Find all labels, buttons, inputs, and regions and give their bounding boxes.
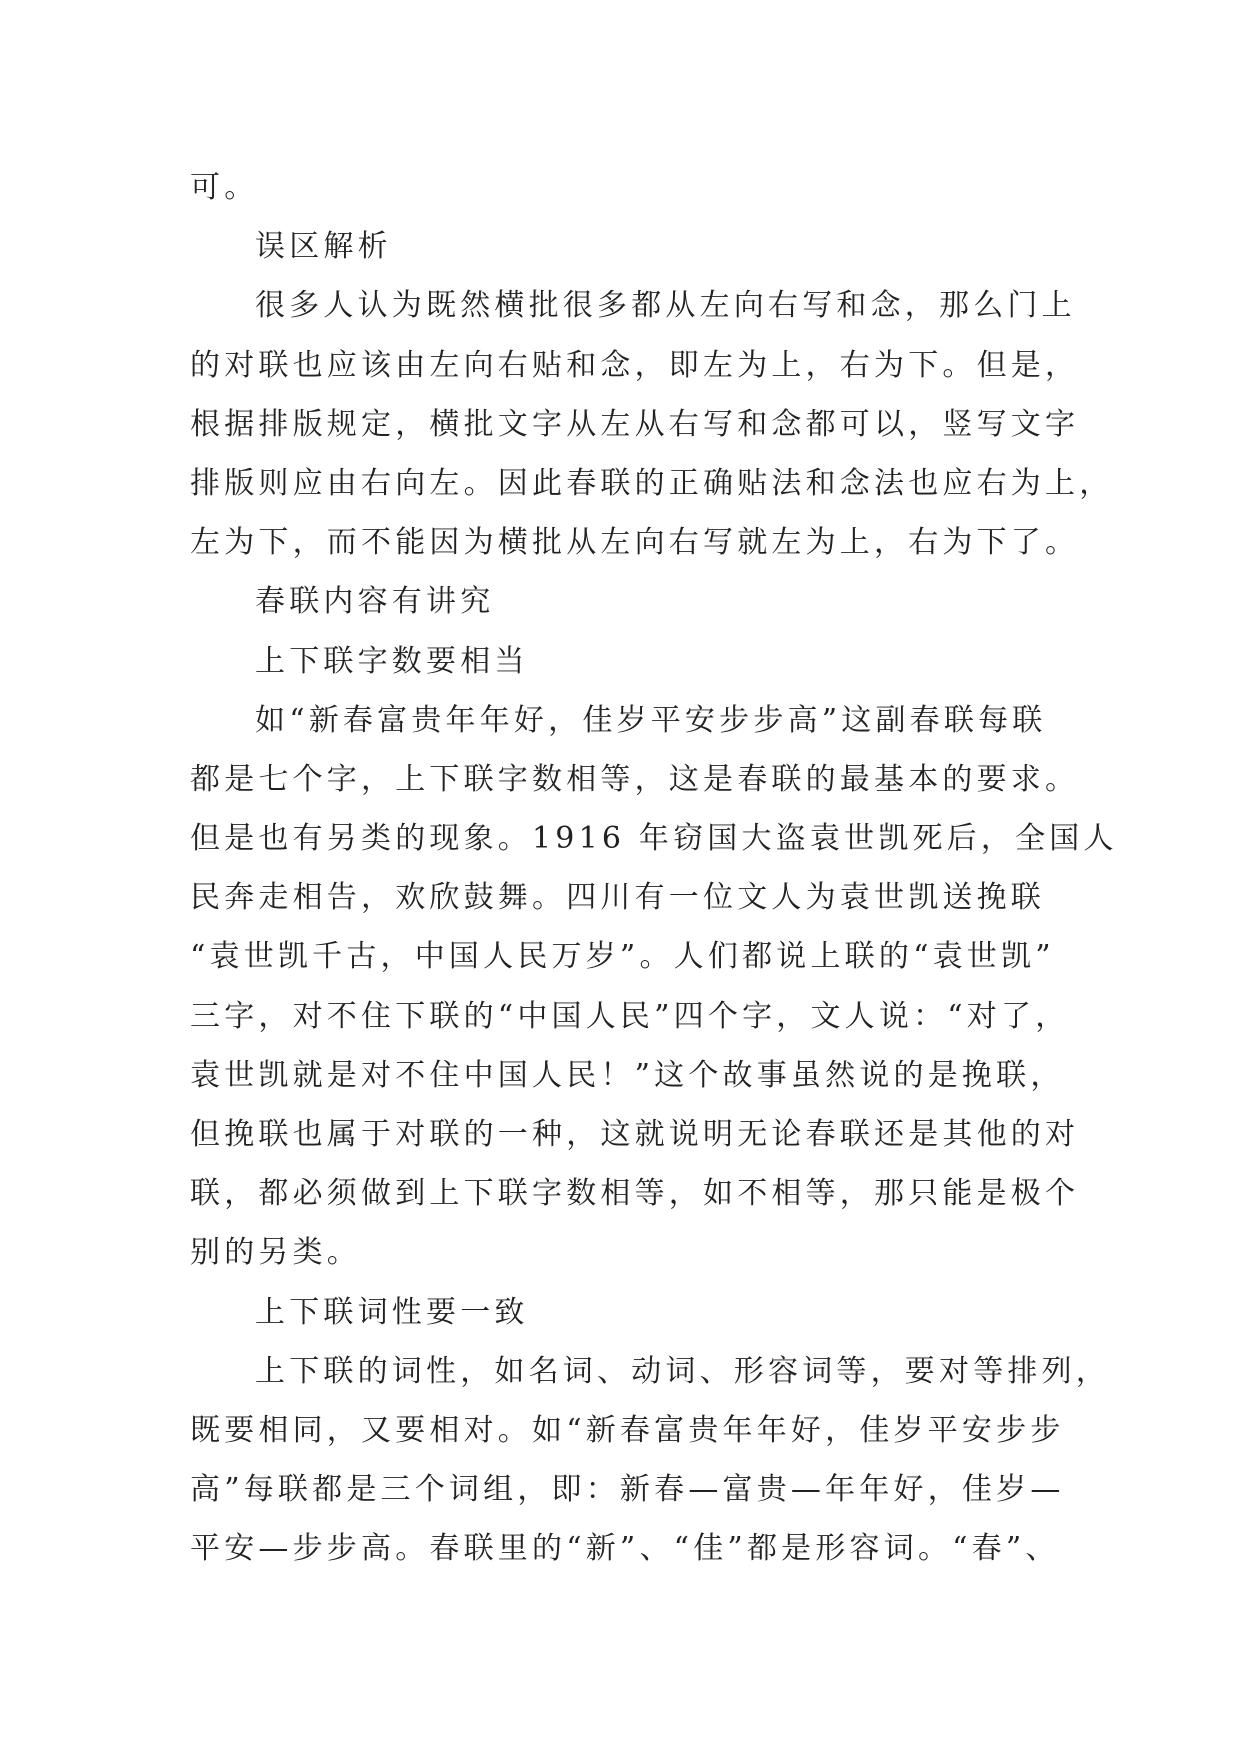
text-line: 别的另类。 xyxy=(190,1235,361,1271)
text-line: 排版则应由右向左。因此春联的正确贴法和念法也应右为上， xyxy=(190,465,1114,501)
text-line: 的对联也应该由左向右贴和念，即左为上，右为下。但是， xyxy=(190,347,1080,383)
subsection-heading: 上下联字数要相当 xyxy=(255,643,529,679)
text-line: “袁世凯千古，中国人民万岁”。人们都说上联的“袁世凯” xyxy=(190,939,1055,975)
text-line: 民奔走相告，欢欣鼓舞。四川有一位文人为袁世凯送挽联 xyxy=(190,880,1045,916)
subsection-heading: 上下联词性要一致 xyxy=(255,1294,529,1330)
text-line: 既要相同，又要相对。如“新春富贵年年好，佳岁平安步步 xyxy=(190,1412,1065,1448)
text-line: 左为下，而不能因为横批从左向右写就左为上，右为下了。 xyxy=(190,525,1080,561)
text-line: 高”每联都是三个词组，即：新春—富贵—年年好，佳岁— xyxy=(190,1472,1065,1508)
section-heading: 春联内容有讲究 xyxy=(255,584,495,620)
text-line: 平安—步步高。春联里的“新”、“佳”都是形容词。“春”、 xyxy=(190,1531,1060,1567)
text-line: 三字，对不住下联的“中国人民”四个字，文人说：“对了， xyxy=(190,998,1070,1034)
document-body xyxy=(190,158,1118,1579)
section-heading: 误区解析 xyxy=(255,229,392,265)
text-line: 但挽联也属于对联的一种，这就说明无论春联还是其他的对 xyxy=(190,1117,1080,1152)
text-line: 如“新春富贵年年好，佳岁平安步步高”这副春联每联 xyxy=(255,702,1047,738)
text-line: 上下联的词性，如名词、动词、形容词等，要对等排列， xyxy=(255,1353,1110,1389)
text-line: 可。 xyxy=(190,170,259,205)
text-line: 联，都必须做到上下联字数相等，如不相等，那只能是极个 xyxy=(190,1176,1080,1212)
text-line: 袁世凯就是对不住中国人民！”这个故事虽然说的是挽联， xyxy=(190,1057,1065,1093)
text-line: 但是也有另类的现象。1916 年窃国大盗袁世凯死后，全国人 xyxy=(190,821,1118,857)
text-line: 都是七个字，上下联字数相等，这是春联的最基本的要求。 xyxy=(190,761,1080,797)
text-line: 根据排版规定，横批文字从左从右写和念都可以，竖写文字 xyxy=(190,406,1080,442)
text-line: 很多人认为既然横批很多都从左向右写和念，那么门上 xyxy=(255,288,1076,324)
